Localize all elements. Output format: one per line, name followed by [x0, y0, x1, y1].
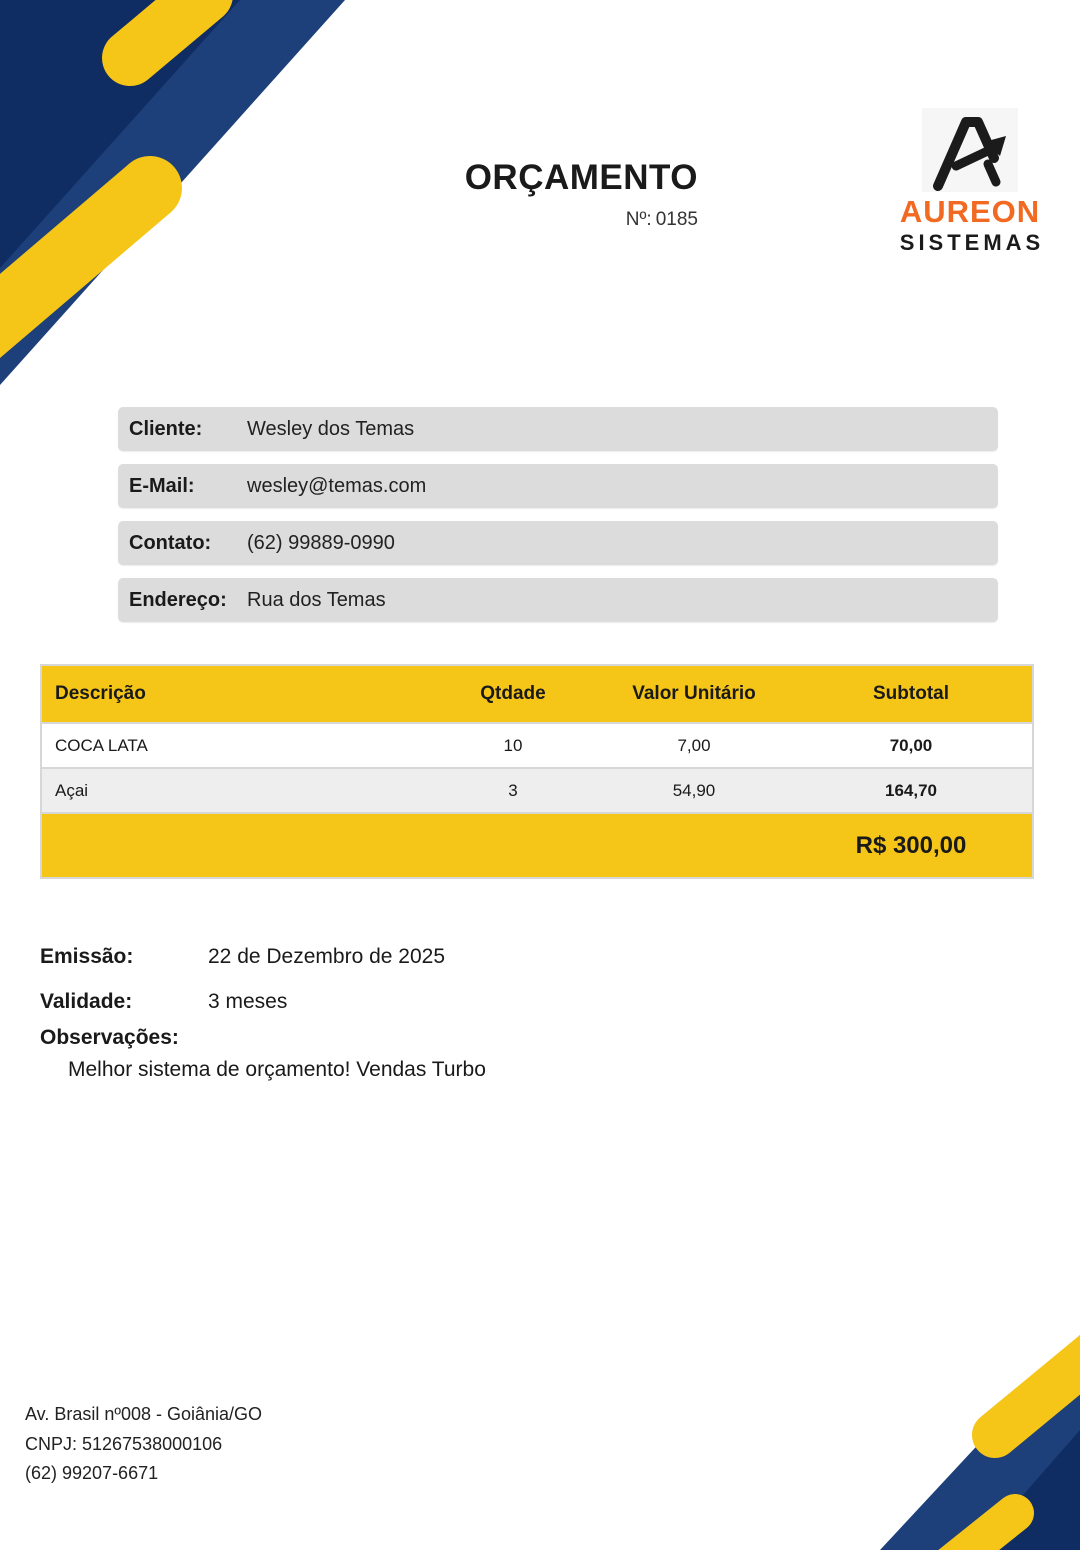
client-name-value: Wesley dos Temas — [247, 417, 415, 440]
issue-date-row — [40, 934, 486, 979]
footer-cnpj: CNPJ: 51267538000106 — [25, 1433, 223, 1454]
issue-date-value: 22 de Dezembro de 2025 — [208, 944, 445, 968]
logo-text-sistemas: SISTEMAS — [899, 230, 1045, 255]
items-table-header — [42, 666, 1032, 722]
company-footer — [25, 1400, 262, 1489]
document-number-label: Nº: — [625, 209, 652, 230]
client-row-address — [118, 578, 998, 622]
client-contact-value: (62) 99889-0990 — [247, 531, 395, 554]
item-description: COCA LATA — [55, 735, 148, 755]
item-subtotal: 70,00 — [889, 735, 933, 755]
item-unit-price: 7,00 — [677, 735, 711, 755]
document-number-value: 0185 — [655, 209, 698, 230]
document-number — [500, 209, 698, 231]
client-address-label: Endereço: — [129, 588, 227, 611]
item-subtotal: 164,70 — [885, 780, 937, 800]
item-unit-price: 54,90 — [672, 780, 716, 800]
client-address-value: Rua dos Temas — [247, 588, 386, 611]
client-name-label: Cliente: — [129, 417, 203, 440]
observations-text: Melhor sistema de orçamento! Vendas Turbo — [68, 1058, 486, 1081]
client-info — [118, 407, 998, 635]
table-row — [42, 767, 1032, 812]
footer-address: Av. Brasil nº008 - Goiânia/GO — [25, 1404, 263, 1424]
header-description: Descrição — [55, 683, 146, 704]
validity-value: 3 meses — [208, 989, 288, 1013]
document-title: ORÇAMENTO — [464, 158, 698, 197]
items-table — [40, 664, 1034, 879]
validity-label: Validade: — [40, 989, 133, 1013]
client-row-contact — [118, 521, 998, 565]
decorative-corner-bottom-right — [880, 1335, 1080, 1550]
mountain-arrow-logo-icon — [922, 108, 1018, 192]
client-email-label: E-Mail: — [129, 474, 195, 497]
client-row-name — [118, 407, 998, 451]
item-quantity: 10 — [503, 735, 523, 755]
header-quantity: Qtdade — [480, 683, 546, 704]
total-value: R$ 300,00 — [855, 831, 967, 859]
header-unit-price: Valor Unitário — [632, 683, 756, 704]
client-email-value: wesley@temas.com — [247, 474, 427, 497]
client-row-email — [118, 464, 998, 508]
footer-phone: (62) 99207-6671 — [25, 1463, 159, 1483]
header-subtotal: Subtotal — [873, 683, 949, 704]
company-logo — [894, 108, 1054, 258]
observations-label: Observações: — [40, 1026, 179, 1049]
item-description: Açai — [55, 780, 89, 800]
item-quantity: 3 — [508, 780, 518, 800]
logo-text-aureon: AUREON — [899, 194, 1041, 229]
issue-date-label: Emissão: — [40, 944, 134, 968]
validity-row — [40, 979, 486, 1024]
items-total-row — [42, 812, 1032, 877]
table-row — [42, 722, 1032, 767]
quote-details — [40, 934, 486, 1082]
client-contact-label: Contato: — [129, 531, 212, 554]
decorative-corner-top-left — [0, 0, 360, 390]
